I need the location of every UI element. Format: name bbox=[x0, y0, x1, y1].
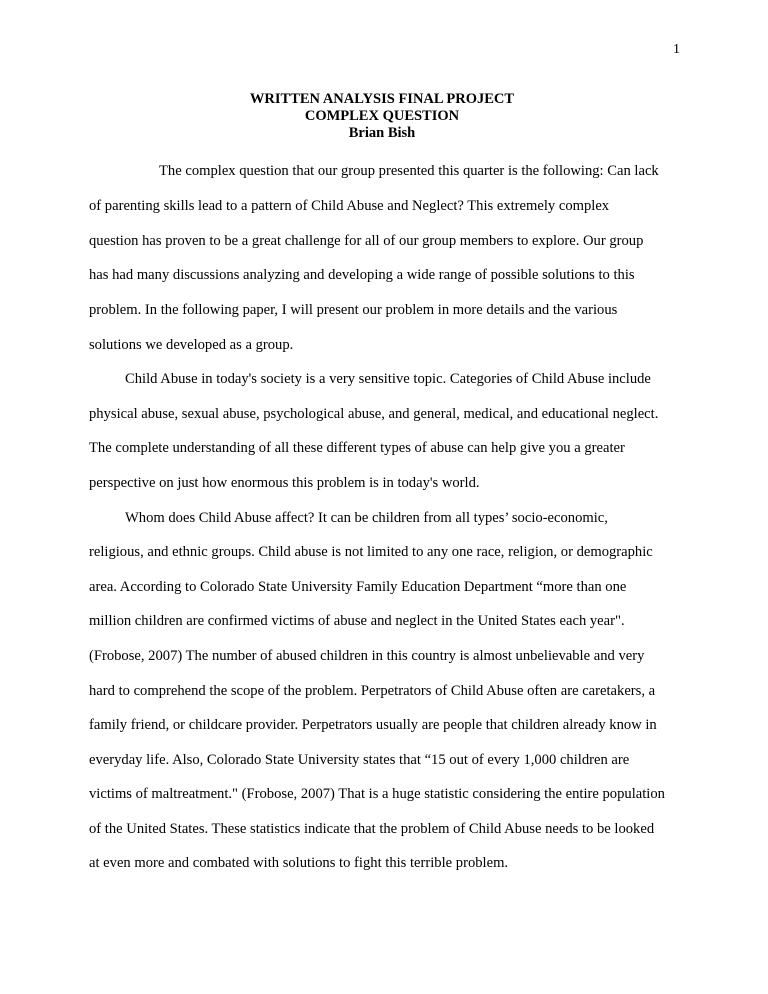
paragraph-line: solutions we developed as a group. bbox=[89, 337, 294, 353]
paragraph-line: problem. In the following paper, I will present our problem in more details and the various bbox=[89, 302, 618, 318]
paragraph-line: physical abuse, sexual abuse, psychological abuse, and general, medical, and educational neglect. bbox=[89, 406, 659, 422]
paragraph-line: everyday life. Also, Colorado State University states that “15 out of every 1,000 children are bbox=[89, 752, 630, 768]
paragraph-line: Child Abuse in today's society is a very sensitive topic. Categories of Child Abuse include bbox=[125, 371, 651, 387]
heading-block bbox=[0, 91, 768, 142]
paragraph-line: The complete understanding of all these different types of abuse can help give you a greater bbox=[89, 440, 625, 456]
page-number: 1 bbox=[673, 42, 680, 57]
document-title: WRITTEN ANALYSIS FINAL PROJECT bbox=[249, 91, 515, 107]
paragraph-line: million children are confirmed victims of abuse and neglect in the United States each year". bbox=[89, 613, 625, 629]
paragraph-line: Whom does Child Abuse affect? It can be children from all types’ socio-economic, bbox=[125, 510, 608, 526]
paragraph-line: has had many discussions analyzing and developing a wide range of possible solutions to this bbox=[89, 267, 635, 283]
document-subtitle: COMPLEX QUESTION bbox=[304, 108, 460, 124]
paragraph-line: perspective on just how enormous this problem is in today's world. bbox=[89, 475, 480, 491]
paragraph-line: question has proven to be a great challenge for all of our group members to explore. Our group bbox=[89, 233, 644, 249]
paragraph-line: of the United States. These statistics indicate that the problem of Child Abuse needs to be looked bbox=[89, 821, 655, 837]
paragraph-line: hard to comprehend the scope of the problem. Perpetrators of Child Abuse often are caretakers, a bbox=[89, 683, 656, 699]
paragraph-line: at even more and combated with solutions to fight this terrible problem. bbox=[89, 855, 509, 871]
paragraph-line: The complex question that our group presented this quarter is the following: Can lack bbox=[159, 163, 659, 179]
paragraph-line: (Frobose, 2007) The number of abused children in this country is almost unbelievable and very bbox=[89, 648, 645, 664]
paragraph-line: family friend, or childcare provider. Perpetrators usually are people that children already know in bbox=[89, 717, 657, 733]
author-name: Brian Bish bbox=[348, 125, 416, 141]
paragraph-line: area. According to Colorado State University Family Education Department “more than one bbox=[89, 579, 627, 595]
paragraph-line: victims of maltreatment." (Frobose, 2007) That is a huge statistic considering the entire population bbox=[89, 786, 665, 802]
paragraph-line: of parenting skills lead to a pattern of Child Abuse and Neglect? This extremely complex bbox=[89, 198, 610, 214]
paragraph-line: religious, and ethnic groups. Child abuse is not limited to any one race, religion, or demographic bbox=[89, 544, 653, 560]
